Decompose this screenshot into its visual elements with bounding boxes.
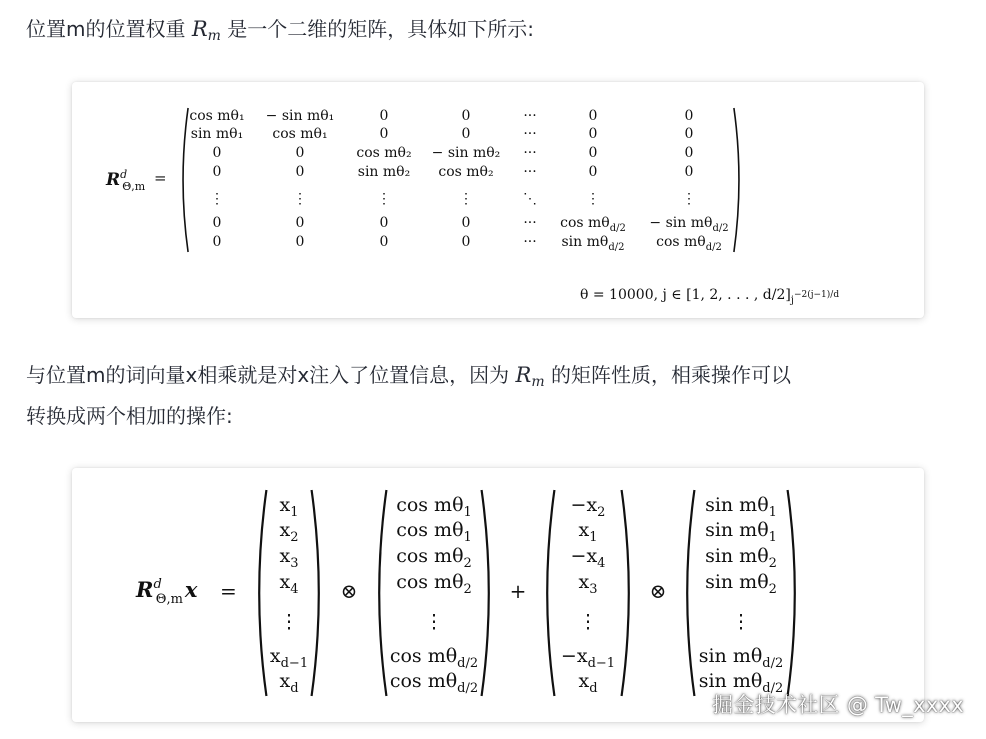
- vector-sin-entry: $\sin m\theta_1$: [705, 519, 777, 545]
- explanation-text-after: 的矩阵性质，相乘操作可以: [544, 363, 791, 387]
- matrix-cell: ···: [523, 108, 537, 124]
- explanation-paragraph: [26, 358, 791, 433]
- vector-cos-left-paren: [379, 490, 386, 696]
- matrix-cell: − sin mθ₂: [431, 145, 501, 161]
- intro-paragraph: [26, 12, 534, 53]
- vector-sin-entry: $\sin m\theta_2$: [705, 571, 777, 597]
- vector-sin-entry: ⋮: [731, 611, 751, 633]
- vector-x-right-paren: [312, 490, 319, 696]
- vector-sin-right-paren: [788, 490, 795, 696]
- matrix-cell: cos mθ₁: [272, 126, 328, 142]
- matrix-cell: 0: [295, 215, 305, 231]
- vector-x-entry: $x_3$: [279, 545, 299, 571]
- vector-x-entry: $x_{d-1}$: [269, 645, 309, 671]
- equals-sign: =: [154, 169, 167, 187]
- matrix-cell: ⋮: [459, 191, 473, 207]
- matrix-cell: 0: [684, 164, 694, 180]
- matrix-cell: 0: [212, 145, 222, 161]
- matrix-cell: 0: [212, 234, 222, 250]
- theta-definition: θ = 10000, j ∈ [1, 2, . . . , $d/2]_j^{-2(j-1)/d}$: [580, 287, 840, 306]
- vector-cos-entry: $\cos m\theta_{d/2}$: [389, 645, 479, 671]
- vector-rotated-x-left-paren: [547, 490, 554, 696]
- vector-rotated-x-entry: $x_1$: [578, 519, 598, 545]
- vector-sin-entry: $\sin m\theta_{d/2}$: [698, 670, 784, 696]
- matrix-cell: ⋮: [210, 191, 224, 207]
- rotation-matrix-formula-card: [72, 82, 924, 318]
- vector-cos-entry: ⋮: [424, 611, 444, 633]
- intro-text-after: 是一个二维的矩阵，具体如下所示:: [220, 17, 535, 41]
- vector-cos-right-paren: [482, 490, 489, 696]
- matrix-cell: 0: [295, 164, 305, 180]
- matrix-cell: sin mθ₂: [357, 164, 411, 180]
- vector-x-entry: $x_1$: [279, 494, 299, 520]
- matrix-cell: 0: [461, 108, 471, 124]
- vector-cos-entry: $\cos m\theta_1$: [396, 519, 472, 545]
- matrix-cell: 0: [295, 234, 305, 250]
- matrix-cell: 0: [588, 126, 598, 142]
- matrix-left-paren: [183, 108, 188, 252]
- rotation-matrix-formula: [72, 82, 924, 318]
- vector-x-entry: ⋮: [279, 611, 299, 633]
- matrix-cell: 0: [588, 145, 598, 161]
- vector-x-left-paren: [259, 490, 266, 696]
- matrix-cell: ⋮: [293, 191, 307, 207]
- vector-x-entry: $x_d$: [279, 670, 299, 696]
- matrix-cell: ···: [523, 215, 537, 231]
- matrix-cell: $\sin m\theta_{d/2}$: [561, 234, 625, 253]
- matrix-cell: 0: [212, 215, 222, 231]
- matrix-cell: cos mθ₂: [438, 164, 494, 180]
- explanation-text-line2: 转换成两个相加的操作:: [26, 404, 233, 428]
- matrix-cell: 0: [684, 126, 694, 142]
- matrix-cell: cos mθ₁: [189, 108, 245, 124]
- vector-x-entry: $x_4$: [279, 571, 299, 597]
- matrix-cell: ⋮: [682, 191, 696, 207]
- matrix-cell: ⋮: [586, 191, 600, 207]
- rotation-matrix-symbol: $R^d$ Θ,m: [106, 168, 146, 193]
- vector-sin-left-paren: [687, 490, 694, 696]
- explanation-text-before: 与位置m的词向量x相乘就是对x注入了位置信息，因为: [26, 363, 516, 387]
- matrix-cell: $\cos m\theta_{d/2}$: [560, 215, 626, 234]
- matrix-cell: 0: [684, 145, 694, 161]
- equals-sign: =: [220, 579, 237, 603]
- vector-rotated-x-entry: ⋮: [578, 611, 598, 633]
- matrix-cell: 0: [379, 215, 389, 231]
- matrix-cell: 0: [684, 108, 694, 124]
- vector-cos-entry: $\cos m\theta_1$: [396, 494, 472, 520]
- vector-sin-entry: $\sin m\theta_2$: [705, 545, 777, 571]
- matrix-cell: 0: [379, 108, 389, 124]
- matrix-cell: cos mθ₂: [356, 145, 412, 161]
- vector-rotated-x-entry: $-x_2$: [570, 494, 606, 520]
- matrix-cell: 0: [379, 126, 389, 142]
- otimes-operator: ⊗: [340, 579, 358, 603]
- matrix-cell: $\cos m\theta_{d/2}$: [656, 234, 722, 253]
- vector-cos-entry: $\cos m\theta_2$: [396, 571, 472, 597]
- matrix-cell: 0: [212, 164, 222, 180]
- vector-rotated-x-entry: $-x_{d-1}$: [560, 645, 616, 671]
- matrix-cell: − sin mθ₁: [265, 108, 335, 124]
- matrix-cell: 0: [461, 234, 471, 250]
- matrix-cell: ⋱: [523, 191, 537, 207]
- matrix-cell: 0: [461, 215, 471, 231]
- matrix-cell: ···: [523, 145, 537, 161]
- matrix-cell: 0: [379, 234, 389, 250]
- vector-sin-entry: $\sin m\theta_1$: [705, 494, 777, 520]
- vector-rotated-x-entry: $x_3$: [578, 571, 598, 597]
- elementwise-formula: [72, 468, 924, 722]
- vector-rotated-x-entry: $x_d$: [578, 670, 598, 696]
- vector-cos-entry: $\cos m\theta_2$: [396, 545, 472, 571]
- matrix-right-paren: [734, 108, 739, 252]
- otimes-operator: ⊗: [649, 579, 667, 603]
- matrix-cell: ⋮: [377, 191, 391, 207]
- plus-operator: +: [509, 579, 527, 603]
- matrix-cell: 0: [461, 126, 471, 142]
- vector-x-entry: $x_2$: [279, 519, 299, 545]
- vector-rotated-x-right-paren: [622, 490, 629, 696]
- elementwise-formula-card: [72, 468, 924, 722]
- matrix-cell: ···: [523, 126, 537, 142]
- matrix-cell: ···: [523, 164, 537, 180]
- matrix-cell: ···: [523, 234, 537, 250]
- matrix-cell: sin mθ₁: [190, 126, 244, 142]
- intro-text-before: 位置m的位置权重: [26, 17, 192, 41]
- matrix-cell: − $\sin m\theta_{d/2}$: [649, 215, 729, 234]
- rm-inline-math-2: $R_m$: [515, 363, 545, 390]
- vector-cos-entry: $\cos m\theta_{d/2}$: [389, 670, 479, 696]
- rm-inline-math: $R_m$: [191, 17, 221, 44]
- matrix-cell: 0: [588, 108, 598, 124]
- watermark: 掘金技术社区 @ Tw_xxxx: [712, 693, 964, 717]
- vector-rotated-x-entry: $-x_4$: [570, 545, 606, 571]
- matrix-cell: 0: [588, 164, 598, 180]
- matrix-cell: 0: [295, 145, 305, 161]
- vector-sin-entry: $\sin m\theta_{d/2}$: [698, 645, 784, 671]
- rotation-x-symbol: $R^d$ Θ,mx: [136, 577, 198, 607]
